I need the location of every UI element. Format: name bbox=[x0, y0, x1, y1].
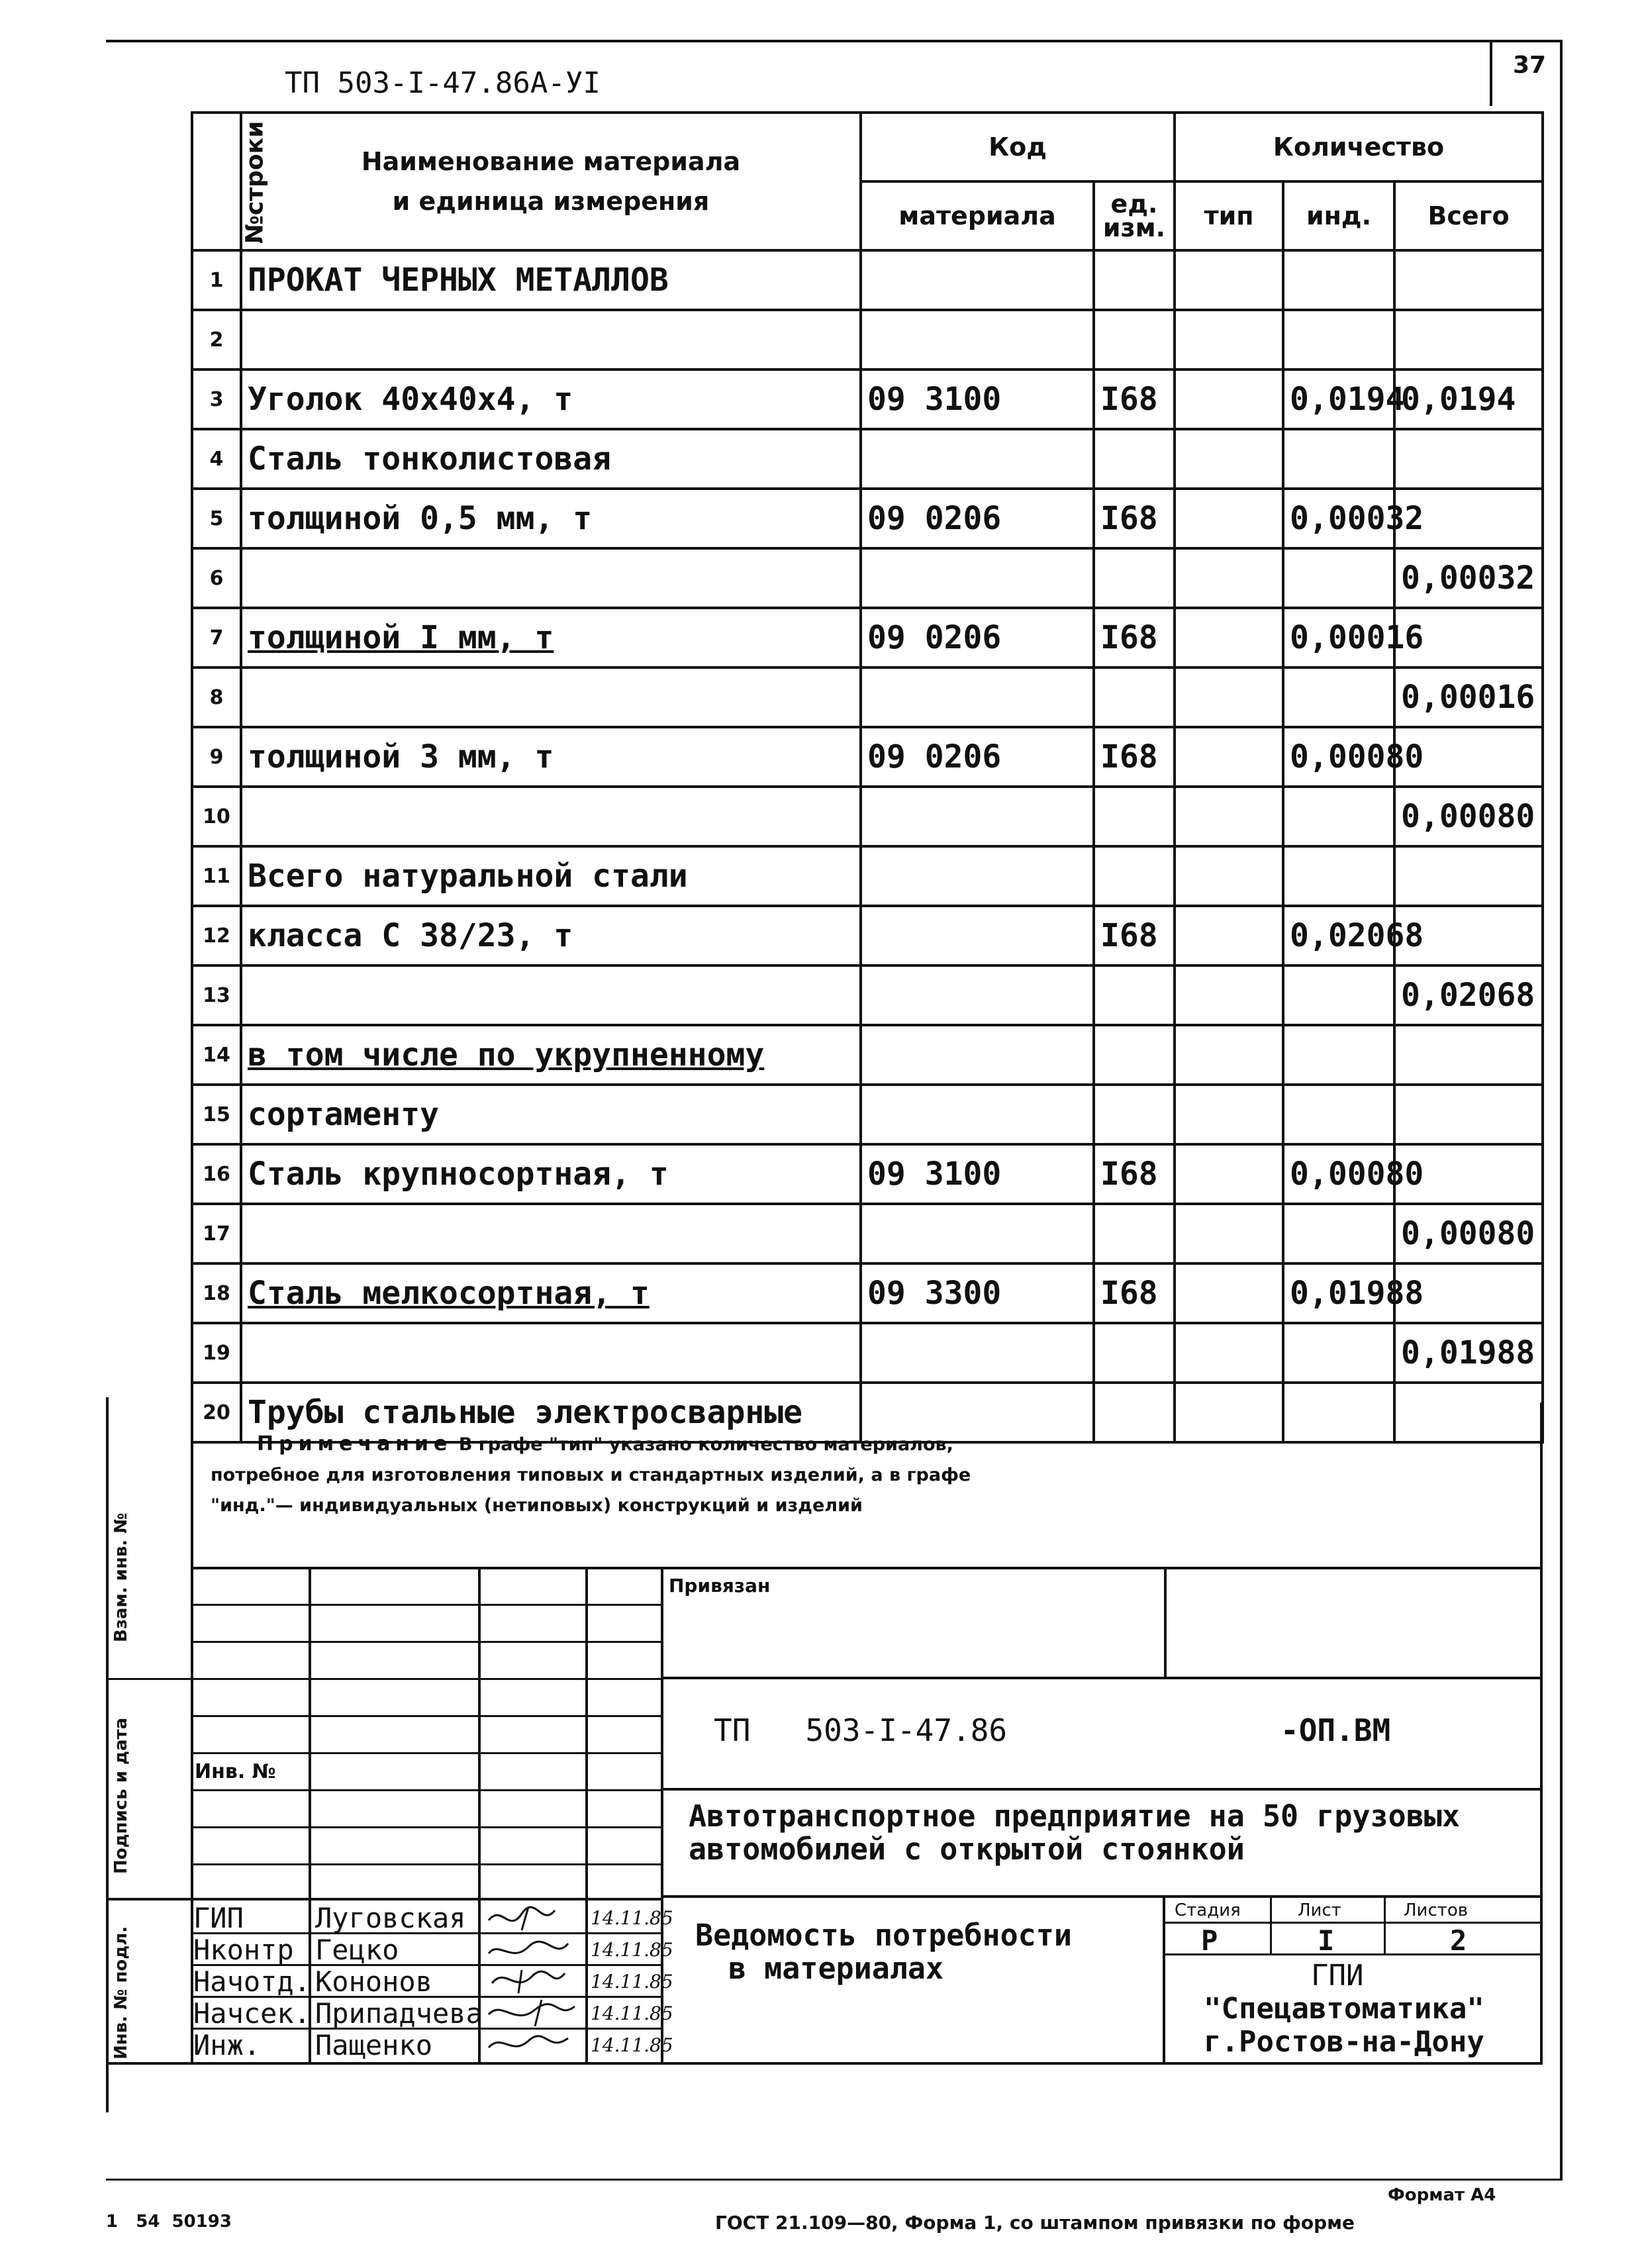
stage-row-line bbox=[1163, 1922, 1543, 1924]
side-label-inv-podl: Инв. № подл. bbox=[111, 1926, 131, 2059]
type-header: тип bbox=[1175, 181, 1283, 250]
unit-header-line1: ед. bbox=[1110, 189, 1158, 219]
privyazan-label: Привязан bbox=[669, 1575, 771, 1597]
table-row: 3 Уголок 40х40х4, т 09 3100 I68 0,0194 0,0194 bbox=[192, 370, 1543, 429]
footer-left-code: 1 54 50193 bbox=[106, 2212, 232, 2232]
doc-number: ТП 503-I-47.86 bbox=[714, 1712, 1008, 1748]
table-row: 2 bbox=[192, 310, 1543, 370]
signer-role: Нконтр bbox=[193, 1934, 294, 1966]
table-row: 9 толщиной 3 мм, т 09 0206 I68 0,00080 bbox=[192, 727, 1543, 787]
sheet-title-line1: Ведомость потребности bbox=[695, 1918, 1072, 1953]
table-row: 20 Трубы стальные электросварные bbox=[192, 1383, 1543, 1442]
table-row: 6 0,00032 bbox=[192, 548, 1543, 608]
table-row: 8 0,00016 bbox=[192, 667, 1543, 727]
table-row: 11 Всего натуральной стали bbox=[192, 846, 1543, 906]
doc-suffix: -ОП.ВМ bbox=[1280, 1712, 1391, 1748]
project-line1: Автотранспортное предприятие на 50 грузовых bbox=[689, 1799, 1460, 1834]
stamp-bottom-line bbox=[106, 2062, 1543, 2065]
stamp-line-c bbox=[662, 1895, 1543, 1898]
org-line2: "Спецавтоматика" bbox=[1204, 1992, 1484, 2026]
left-stamp-row-4 bbox=[191, 1715, 662, 1717]
note-text: В графе "тип" указано количество материалов, потребное для изготовления типовых и стандартных изделий, а в графе "инд."— индивидуальных (нетиповых) конструкций и изделий bbox=[211, 1434, 971, 1516]
stamp-line-b bbox=[662, 1788, 1543, 1791]
sheet-label: Лист bbox=[1298, 1900, 1341, 1920]
left-stamp-row-8 bbox=[191, 1863, 662, 1865]
stamp-top-line bbox=[191, 1567, 1541, 1569]
signer-name: Пащенко bbox=[315, 2029, 433, 2061]
privyazan-divider bbox=[1164, 1567, 1167, 1678]
table-row: 10 0,00080 bbox=[192, 787, 1543, 846]
signature-1 bbox=[489, 1907, 555, 1930]
table-row: 17 0,00080 bbox=[192, 1204, 1543, 1263]
signer-role: Начотд. bbox=[193, 1965, 311, 1998]
left-stamp-row-2 bbox=[191, 1641, 662, 1643]
signer-name: Гецко bbox=[315, 1934, 399, 1966]
table-row: 18 Сталь мелкосортная, т 09 3300 I68 0,01988 bbox=[192, 1263, 1543, 1323]
table-row: 14 в том числе по укрупненному bbox=[192, 1025, 1543, 1085]
doc-code-header: ТП 503-I-47.86А-УI bbox=[285, 66, 601, 100]
signer-role: Инж. bbox=[193, 2029, 261, 2061]
name-header-line2: и единица измерения bbox=[392, 187, 710, 216]
signature-5 bbox=[489, 2036, 568, 2047]
table-row: 4 Сталь тонколистовая bbox=[192, 429, 1543, 489]
unit-header bbox=[1094, 181, 1175, 250]
table-row: 15 сортаменту bbox=[192, 1085, 1543, 1144]
signature-4 bbox=[489, 2000, 575, 2026]
name-header-line1: Наименование материала bbox=[361, 147, 741, 176]
left-stamp-row-1 bbox=[191, 1604, 662, 1606]
signer-date: 14.11.85 bbox=[591, 1907, 673, 1929]
signer-date: 14.11.85 bbox=[591, 1971, 673, 1993]
sheets-label: Листов bbox=[1404, 1900, 1469, 1920]
org-line1: ГПИ bbox=[1311, 1959, 1364, 1993]
org-line3: г.Ростов-на-Дону bbox=[1204, 2025, 1484, 2059]
project-line2: автомобилей с открытой стоянкой bbox=[689, 1832, 1245, 1867]
total-header: Всего bbox=[1394, 181, 1543, 250]
table-row: 1 ПРОКАТ ЧЕРНЫХ МЕТАЛЛОВ bbox=[192, 250, 1543, 310]
sheet-title-line2: в материалах bbox=[728, 1951, 944, 1986]
code-group-header: Код bbox=[861, 113, 1175, 181]
signer-name: Луговская bbox=[315, 1902, 466, 1934]
footer-line bbox=[106, 2179, 1563, 2181]
signer-date: 14.11.85 bbox=[591, 2034, 673, 2056]
signer-date: 14.11.85 bbox=[591, 2002, 673, 2024]
signer-role: ГИП bbox=[193, 1902, 244, 1934]
left-stamp-row-3 bbox=[106, 1678, 662, 1680]
top-border bbox=[106, 40, 1563, 42]
name-header bbox=[241, 113, 861, 250]
sheets-value: 2 bbox=[1450, 1924, 1467, 1957]
stage-col-divider-1 bbox=[1270, 1895, 1272, 1955]
side-label-podpis: Подпись и дата bbox=[111, 1717, 131, 1874]
side-label-vzam: Взам. инв. № bbox=[111, 1512, 131, 1642]
stage-values-line bbox=[1163, 1953, 1543, 1955]
unit-header-line2: изм. bbox=[1102, 213, 1166, 242]
title-org-divider bbox=[1163, 1895, 1165, 2063]
format-label: Формат А4 bbox=[1388, 2185, 1496, 2205]
stamp-line-a bbox=[662, 1677, 1543, 1679]
page-number: 37 bbox=[1513, 52, 1547, 79]
signature-3 bbox=[492, 1970, 565, 1993]
stage-col-divider-2 bbox=[1384, 1895, 1386, 1955]
quantity-group-header: Количество bbox=[1175, 113, 1543, 181]
table-row: 5 толщиной 0,5 мм, т 09 0206 I68 0,00032 bbox=[192, 489, 1543, 548]
sheet-value: I bbox=[1318, 1924, 1335, 1957]
note-lead: Примечание bbox=[257, 1432, 453, 1455]
inv-no-label: Инв. № bbox=[195, 1760, 276, 1783]
right-border bbox=[1560, 40, 1563, 2179]
left-stamp-row-6 bbox=[191, 1789, 662, 1791]
table-row: 13 0,02068 bbox=[192, 965, 1543, 1025]
row-number-header: №строки bbox=[192, 113, 241, 250]
note-block bbox=[211, 1429, 992, 1521]
left-margin-line bbox=[106, 1397, 109, 2112]
left-stamp-row-5 bbox=[191, 1752, 662, 1754]
left-stamp-row-7 bbox=[191, 1826, 662, 1828]
signer-role: Начсек. bbox=[193, 1997, 311, 2030]
signature-scribbles bbox=[482, 1900, 588, 2059]
footer-gost: ГОСТ 21.109—80, Форма 1, со штампом привязки по форме bbox=[715, 2212, 1355, 2234]
table-row: 16 Сталь крупносортная, т 09 3100 I68 0,00080 bbox=[192, 1144, 1543, 1204]
table-row: 7 толщиной I мм, т 09 0206 I68 0,00016 bbox=[192, 608, 1543, 667]
materials-table bbox=[191, 111, 1544, 1444]
stamp-right-border bbox=[1540, 1403, 1543, 2065]
table-row: 19 0,01988 bbox=[192, 1323, 1543, 1383]
ind-header: инд. bbox=[1283, 181, 1394, 250]
signer-name: Кононов bbox=[315, 1965, 433, 1998]
signer-name: Припадчева bbox=[315, 1997, 483, 2030]
stage-label: Стадия bbox=[1175, 1900, 1241, 1920]
signer-date: 14.11.85 bbox=[591, 1939, 673, 1961]
stage-value: Р bbox=[1201, 1924, 1218, 1957]
table-row: 12 класса С 38/23, т I68 0,02068 bbox=[192, 906, 1543, 965]
material-code-header: материала bbox=[861, 181, 1094, 250]
signature-2 bbox=[489, 1942, 568, 1953]
page-number-divider bbox=[1490, 40, 1492, 106]
